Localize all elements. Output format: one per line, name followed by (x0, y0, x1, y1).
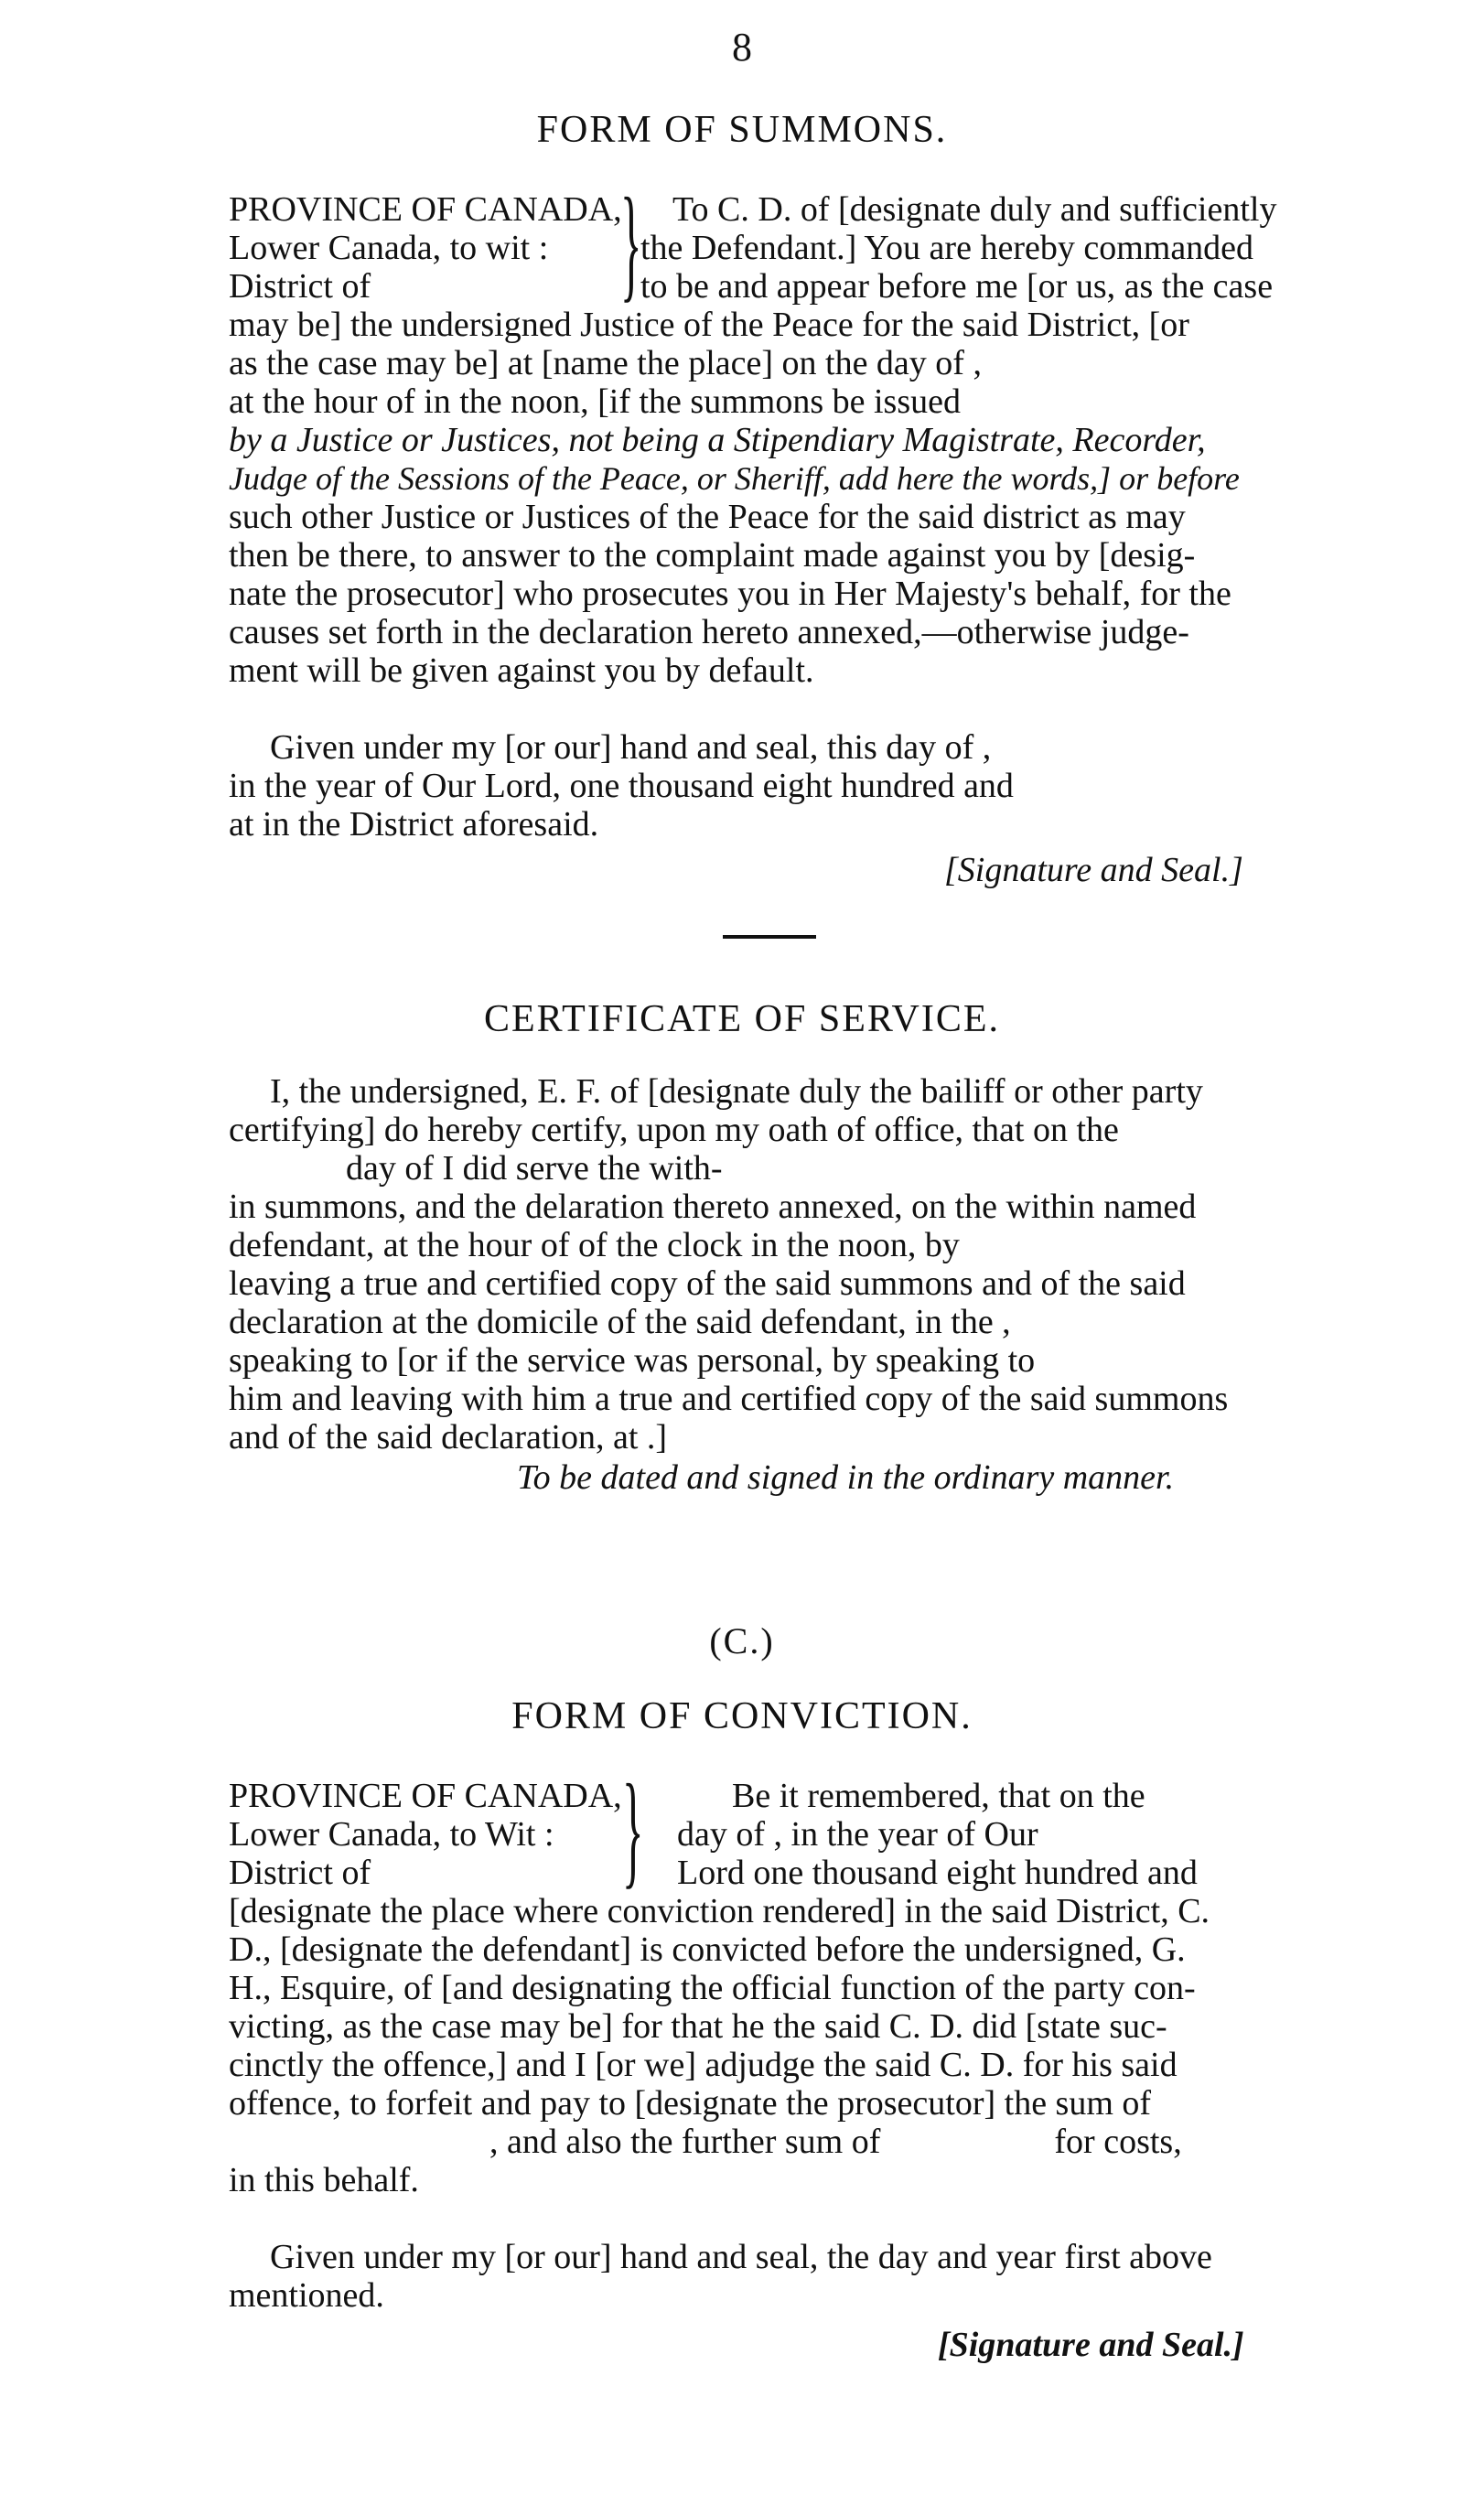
conviction-line-2: day of , in the year of Our (677, 1815, 1038, 1854)
certificate-line-6: leaving a true and certified copy of the said summons and of the said (229, 1264, 1186, 1303)
summons-given-3: at in the District aforesaid. (229, 805, 599, 844)
summons-line-11: nate the prosecutor] who prosecutes you in Her Majesty's behalf, for the (229, 575, 1231, 613)
certificate-line-3: day of I did serve the with- (346, 1149, 723, 1188)
summons-signature: [Signature and Seal.] (944, 851, 1243, 889)
conviction-line-8: cinctly the offence,] and I [or we] adjudge the said C. D. for his said (229, 2046, 1178, 2084)
conviction-label: (C.) (709, 1620, 775, 1661)
conviction-line-3: Lord one thousand eight hundred and (677, 1854, 1198, 1892)
summons-line-13: ment will be given against you by default. (229, 651, 814, 690)
summons-line-1: To C. D. of [designate duly and sufficiently (672, 190, 1277, 229)
conviction-line-10: , and also the further sum of for costs, (229, 2123, 1182, 2161)
summons-line-6: at the hour of in the noon, [if the summons be issued (229, 382, 961, 421)
conviction-line-4: [designate the place where conviction rendered] in the said District, C. (229, 1892, 1210, 1930)
conviction-signature: [Signature and Seal.] (938, 2326, 1244, 2364)
summons-line-10: then be there, to answer to the complaint made against you by [desig- (229, 536, 1196, 575)
conviction-brace: } (622, 1758, 644, 1900)
certificate-line-10: and of the said declaration, at .] (229, 1418, 668, 1457)
conviction-given-1: Given under my [or our] hand and seal, the day and year first above (270, 2238, 1212, 2276)
conviction-caption-province: PROVINCE OF CANADA, (229, 1777, 622, 1815)
conviction-title: FORM OF CONVICTION. (511, 1695, 973, 1737)
summons-brace: } (620, 172, 642, 314)
summons-given-2: in the year of Our Lord, one thousand eight hundred and (229, 767, 1014, 805)
certificate-title: CERTIFICATE OF SERVICE. (484, 998, 1000, 1040)
summons-given-1: Given under my [or our] hand and seal, this day of , (270, 728, 992, 767)
summons-line-5: as the case may be] at [name the place] on the day of , (229, 344, 982, 382)
summons-line-3: to be and appear before me [or us, as the case (640, 267, 1274, 306)
certificate-closing: To be dated and signed in the ordinary manner. (517, 1458, 1175, 1497)
conviction-caption-district: District of (229, 1854, 371, 1892)
summons-title: FORM OF SUMMONS. (536, 109, 948, 151)
summons-line-7: by a Justice or Justices, not being a Stipendiary Magistrate, Recorder, (229, 421, 1206, 459)
conviction-caption-lower-canada: Lower Canada, to Wit : (229, 1815, 554, 1854)
certificate-line-7: declaration at the domicile of the said defendant, in the , (229, 1303, 1011, 1341)
certificate-line-4: in summons, and the delaration thereto annexed, on the within named (229, 1188, 1197, 1226)
certificate-line-1: I, the undersigned, E. F. of [designate duly the bailiff or other party (270, 1072, 1203, 1111)
summons-caption-province: PROVINCE OF CANADA, (229, 190, 622, 229)
certificate-line-8: speaking to [or if the service was personal, by speaking to (229, 1341, 1036, 1380)
conviction-line-1: Be it remembered, that on the (732, 1777, 1145, 1815)
conviction-line-5: D., [designate the defendant] is convicted before the undersigned, G. (229, 1930, 1186, 1969)
summons-line-8: Judge of the Sessions of the Peace, or Sheriff, add here the words,] or before (229, 460, 1240, 497)
certificate-line-9: him and leaving with him a true and certified copy of the said summons (229, 1380, 1229, 1418)
conviction-line-11: in this behalf. (229, 2161, 419, 2199)
page-number: 8 (732, 25, 752, 70)
conviction-given-2: mentioned. (229, 2276, 384, 2315)
section-divider (723, 935, 816, 939)
conviction-line-6: H., Esquire, of [and designating the official function of the party con- (229, 1969, 1196, 2007)
conviction-line-9: offence, to forfeit and pay to [designate the prosecutor] the sum of (229, 2084, 1152, 2123)
summons-caption-lower-canada: Lower Canada, to wit : (229, 229, 549, 267)
conviction-line-7: victing, as the case may be] for that he the said C. D. did [state suc- (229, 2007, 1167, 2046)
summons-line-4: may be] the undersigned Justice of the Peace for the said District, [or (229, 306, 1189, 344)
certificate-line-2: certifying] do hereby certify, upon my oath of office, that on the (229, 1111, 1119, 1149)
summons-line-12: causes set forth in the declaration hereto annexed,—otherwise judge- (229, 613, 1189, 651)
summons-caption-district: District of (229, 267, 371, 306)
summons-line-2: the Defendant.] You are hereby commanded (640, 229, 1254, 267)
summons-line-9: such other Justice or Justices of the Peace for the said district as may (229, 498, 1186, 536)
certificate-line-5: defendant, at the hour of of the clock in the noon, by (229, 1226, 960, 1264)
